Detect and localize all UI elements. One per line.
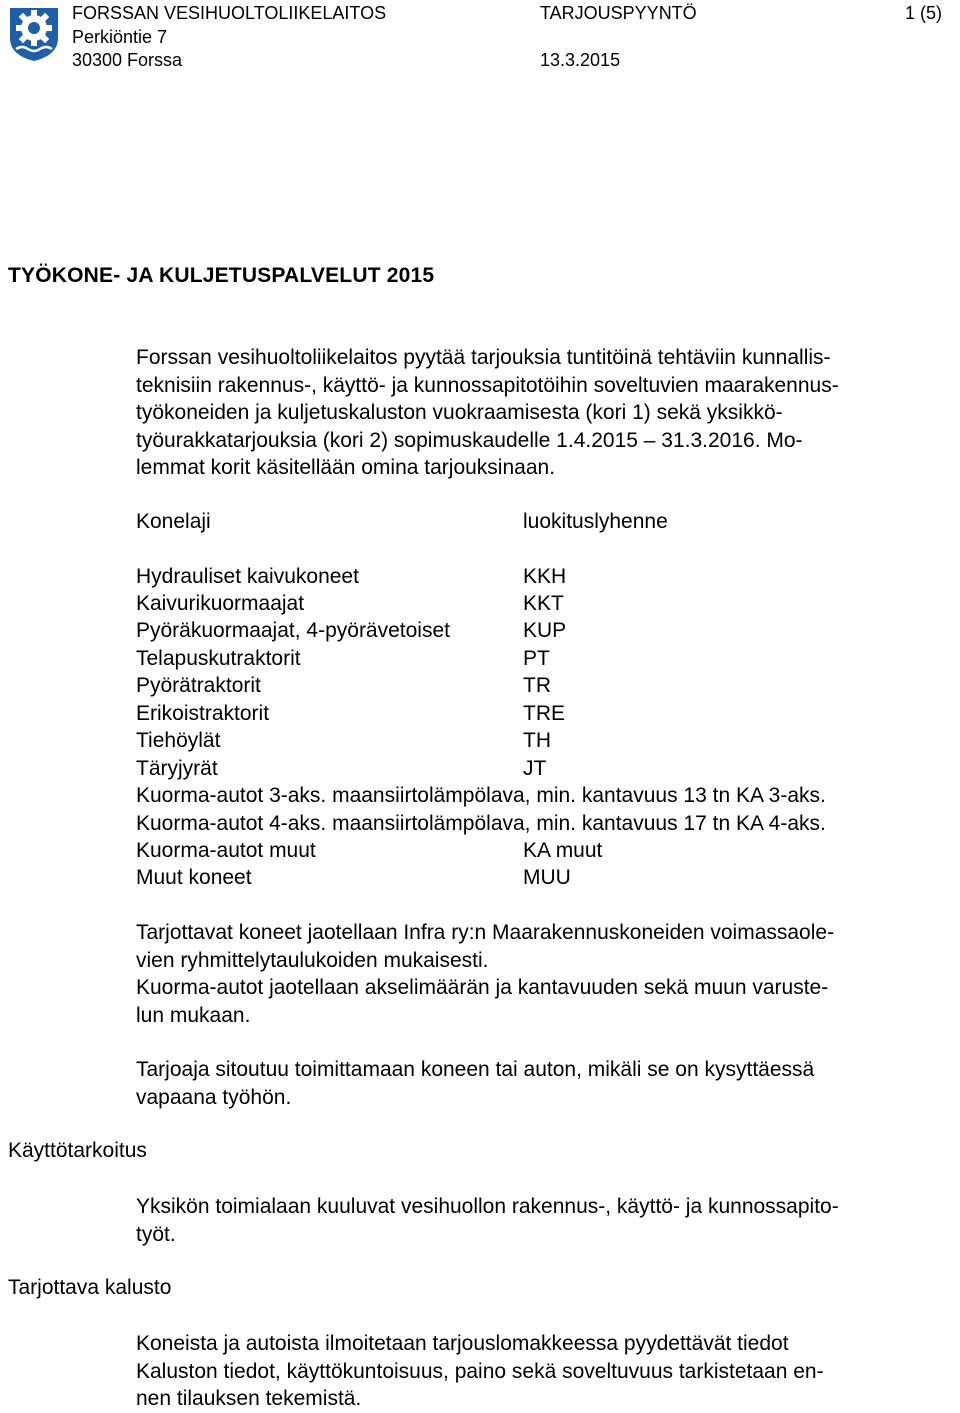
table-row <box>136 563 936 590</box>
table-row-wide <box>136 782 936 809</box>
machine-type: Erikoistraktorit <box>136 702 270 725</box>
usage-line: työt. <box>136 1222 176 1246</box>
machine-code: TH <box>523 729 551 752</box>
commitment-line: Tarjoaja sitoutuu toimittamaan koneen tai auton, mikäli se on kysyttäessä <box>136 1058 815 1081</box>
table-row <box>136 755 936 782</box>
intro-line: työkoneiden ja kuljetuskaluston vuokraamisesta (kori 1) sekä yksikkö- <box>136 401 783 424</box>
page-number: 1 (5) <box>905 3 943 23</box>
commitment-line: vapaana työhön. <box>136 1085 292 1109</box>
table-row <box>136 864 936 891</box>
machine-code: KKH <box>523 565 567 588</box>
machine-code: KA muut <box>523 839 603 862</box>
machine-code: PT <box>523 647 550 670</box>
page-title: TYÖKONE- JA KULJETUSPALVELUT 2015 <box>8 264 435 287</box>
column-header-code: luokituslyhenne <box>523 510 668 533</box>
intro-line: työurakkatarjouksia (kori 2) sopimuskaudelle 1.4.2015 – 31.3.2016. Mo- <box>136 428 803 452</box>
truck-class-text: Kuorma-autot 3-aks. maansiirtolämpölava, min. kantavuus 13 tn KA 3-aks. <box>136 784 826 807</box>
equipment-line: nen tilauksen tekemistä. <box>136 1387 362 1410</box>
usage-line: Yksikön toimialaan kuuluvat vesihuollon rakennus-, käyttö- ja kunnossapito- <box>136 1195 839 1218</box>
equipment-line: Kaluston tiedot, käyttökuntoisuus, paino sekä soveltuvuus tarkistetaan en- <box>136 1359 824 1383</box>
table-row <box>136 645 936 672</box>
organization-city: 30300 Forssa <box>72 50 183 70</box>
machine-code: KKT <box>523 592 564 615</box>
machine-code: JT <box>523 757 547 780</box>
intro-line: Forssan vesihuoltoliikelaitos pyytää tarjouksia tuntitöinä tehtäviin kunnallis- <box>136 346 831 369</box>
classification-line: Kuorma-autot jaotellaan akselimäärän ja kantavuuden sekä muun varuste- <box>136 976 829 999</box>
table-row <box>136 590 936 617</box>
machine-code: TR <box>523 674 551 697</box>
organization-street: Perkiöntie 7 <box>72 27 168 47</box>
classification-paragraph <box>136 919 946 1029</box>
machine-type: Pyörätraktorit <box>136 674 261 697</box>
machine-type: Kaivurikuormaajat <box>136 592 305 615</box>
intro-line: teknisiin rakennus-, käyttö- ja kunnossapitotöihin soveltuvien maarakennus- <box>136 373 839 397</box>
machine-code: KUP <box>523 619 567 642</box>
truck-class-text: Kuorma-autot 4-aks. maansiirtolämpölava, min. kantavuus 17 tn KA 4-aks. <box>136 812 826 835</box>
table-row-wide <box>136 810 936 837</box>
table-row <box>136 727 936 754</box>
table-header-row <box>136 508 936 535</box>
machine-code: TRE <box>523 702 565 725</box>
organization-name: FORSSAN VESIHUOLTOLIIKELAITOS <box>72 3 387 23</box>
equipment-line: Koneista ja autoista ilmoitetaan tarjouslomakkeessa pyydettävät tiedot <box>136 1332 789 1355</box>
table-row <box>136 700 936 727</box>
usage-paragraph <box>136 1193 946 1248</box>
classification-line: vien ryhmittelytaulukoiden mukaisesti. <box>136 948 489 972</box>
organization-logo-icon <box>6 4 62 62</box>
classification-line: Tarjottavat koneet jaotellaan Infra ry:n Maarakennuskoneiden voimassaole- <box>136 921 835 944</box>
machine-type: Telapuskutraktorit <box>136 647 301 670</box>
machine-type: Täryjyrät <box>136 757 218 780</box>
machine-type: Muut koneet <box>136 866 252 889</box>
table-row <box>136 672 936 699</box>
intro-line: lemmat korit käsitellään omina tarjouksinaan. <box>136 456 556 479</box>
table-row <box>136 617 936 644</box>
machine-type: Tiehöylät <box>136 729 221 752</box>
table-row <box>136 837 936 864</box>
equipment-heading: Tarjottava kalusto <box>8 1276 172 1299</box>
machine-type: Pyöräkuormaajat, 4-pyörävetoiset <box>136 619 450 642</box>
machine-code: MUU <box>523 866 571 889</box>
classification-line: lun mukaan. <box>136 1003 251 1027</box>
commitment-paragraph <box>136 1056 946 1111</box>
intro-paragraph <box>136 344 946 482</box>
equipment-paragraph <box>136 1330 946 1413</box>
machine-type: Kuorma-autot muut <box>136 839 316 862</box>
document-date: 13.3.2015 <box>540 50 621 70</box>
document-type: TARJOUSPYYNTÖ <box>540 3 697 23</box>
machine-type: Hydrauliset kaivukoneet <box>136 565 359 588</box>
column-header-type: Konelaji <box>136 510 211 533</box>
usage-heading: Käyttötarkoitus <box>8 1139 147 1162</box>
